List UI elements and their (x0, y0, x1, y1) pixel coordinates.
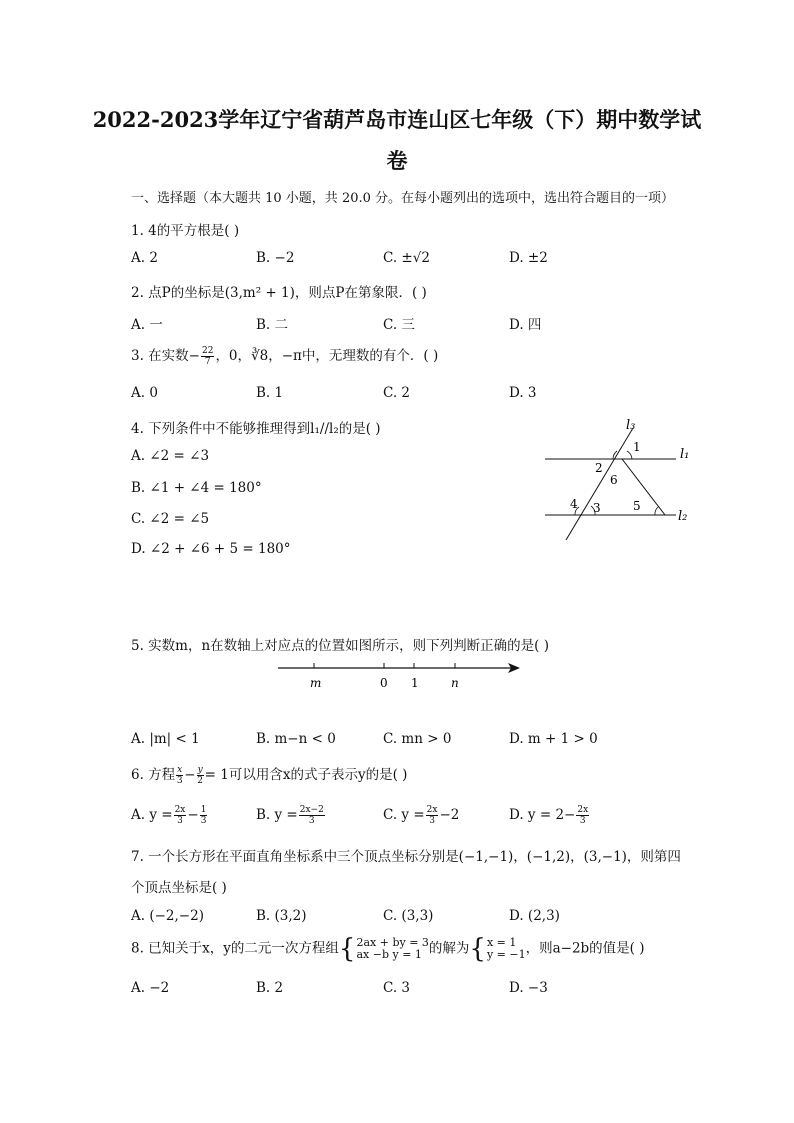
q3-text-b: ，0，∛8，−π中，无理数的有个．( ) (215, 348, 439, 364)
q6-option-a: A. y = $\frac{2x}{3}$ − $\frac{1}{3}$ (131, 805, 207, 826)
angle-arc-5 (655, 507, 658, 515)
angle-label-4: 4 (570, 497, 578, 511)
q3-text-a: 3. 在实数− (131, 348, 200, 364)
q7-option-c: C. (3,3) (383, 908, 434, 924)
line-l3 (566, 428, 633, 540)
question-8-stem: 8. 已知关于x，y的二元一次方程组{ 2ax + by = 3 ax −b y = 1 的解为{ x = 1 y = −1 ，则a−2b的值是( ) (131, 934, 645, 964)
q5-option-c: C. mn > 0 (383, 731, 452, 747)
page-title-line2: 卷 (386, 148, 408, 173)
q2-option-a: A. 一 (131, 317, 163, 333)
q8-option-b: B. 2 (256, 980, 284, 996)
question-6-stem: 6. 方程 $\frac{x}{3}$ − $\frac{y}{2}$ = 1可以用含x的式子表示y的是( ) (131, 765, 408, 786)
q5-option-a: A. |m| < 1 (131, 731, 200, 747)
q8-option-d: D. −3 (509, 980, 548, 996)
q4-option-a: A. ∠2 = ∠3 (131, 448, 210, 464)
question-7-stem-line2: 个顶点坐标是( ) (131, 880, 227, 896)
label-n: n (451, 676, 459, 690)
label-l2: l₂ (678, 509, 688, 524)
label-m: m (310, 676, 322, 690)
q6-option-c: C. y = $\frac{2x}{3}$ −2 (383, 805, 460, 826)
transversal-line (622, 459, 665, 515)
q4-option-c: C. ∠2 = ∠5 (131, 511, 210, 527)
q7-option-b: B. (3,2) (256, 908, 307, 924)
question-1-stem: 1. 4的平方根是( ) (131, 223, 240, 239)
q4-option-b: B. ∠1 + ∠4 = 180° (131, 480, 262, 496)
angle-label-1: 1 (633, 440, 641, 454)
q3-fraction: $\frac{22}{7}$ (201, 346, 214, 367)
parallel-lines-figure (540, 414, 700, 544)
angle-label-5: 5 (633, 499, 641, 513)
q1-option-d: D. ±2 (509, 250, 548, 266)
q1-option-b: B. −2 (256, 250, 295, 266)
section-heading: 一、选择题（本大题共 10 小题，共 20.0 分。在每小题列出的选项中，选出符合题目的一项） (131, 191, 675, 206)
q3-option-a: A. 0 (131, 385, 158, 401)
q3-option-b: B. 1 (256, 385, 284, 401)
label-l3: l₃ (626, 418, 636, 433)
q5-option-b: B. m−n < 0 (256, 731, 336, 747)
q5-option-d: D. m + 1 > 0 (509, 731, 598, 747)
q7-option-a: A. (−2,−2) (131, 908, 204, 924)
number-line (270, 656, 530, 696)
q2-option-d: D. 四 (509, 317, 542, 333)
label-0: 0 (380, 676, 388, 690)
q4-option-d: D. ∠2 + ∠6 + 5 = 180° (131, 541, 291, 557)
angle-label-3: 3 (593, 501, 601, 515)
question-5-stem: 5. 实数m，n在数轴上对应点的位置如图所示，则下列判断正确的是( ) (131, 638, 549, 654)
q8-option-a: A. −2 (131, 980, 170, 996)
question-4-stem: 4. 下列条件中不能够推理得到l₁//l₂的是( ) (131, 421, 381, 437)
q6-option-b: B. y = $\frac{2x-2}{3}$ (256, 805, 324, 826)
angle-arc-1 (627, 451, 632, 459)
question-2-stem: 2. 点P的坐标是(3,m² + 1)，则点P在第象限．( ) (131, 285, 427, 301)
q1-option-c: C. ±√2 (383, 250, 430, 266)
q2-option-b: B. 二 (256, 317, 289, 333)
angle-label-2: 2 (595, 461, 603, 475)
question-7-stem: 7. 一个长方形在平面直角坐标系中三个顶点坐标分别是(−1,−1)，(−1,2)，(3,−1)，则第四 (131, 849, 681, 865)
q1-option-a: A. 2 (131, 250, 158, 266)
q3-option-c: C. 2 (383, 385, 411, 401)
q7-option-d: D. (2,3) (509, 908, 560, 924)
page-title: 2022-2023学年辽宁省葫芦岛市连山区七年级（下）期中数学试 (92, 107, 702, 132)
question-3-stem (131, 344, 438, 367)
label-1: 1 (411, 676, 419, 690)
q2-option-c: C. 三 (383, 317, 415, 333)
q8-option-c: C. 3 (383, 980, 411, 996)
q6-option-d: D. y = 2− $\frac{2x}{3}$ (509, 805, 589, 826)
q3-option-d: D. 3 (509, 385, 537, 401)
label-l1: l₁ (680, 447, 690, 462)
angle-label-6: 6 (610, 473, 618, 487)
